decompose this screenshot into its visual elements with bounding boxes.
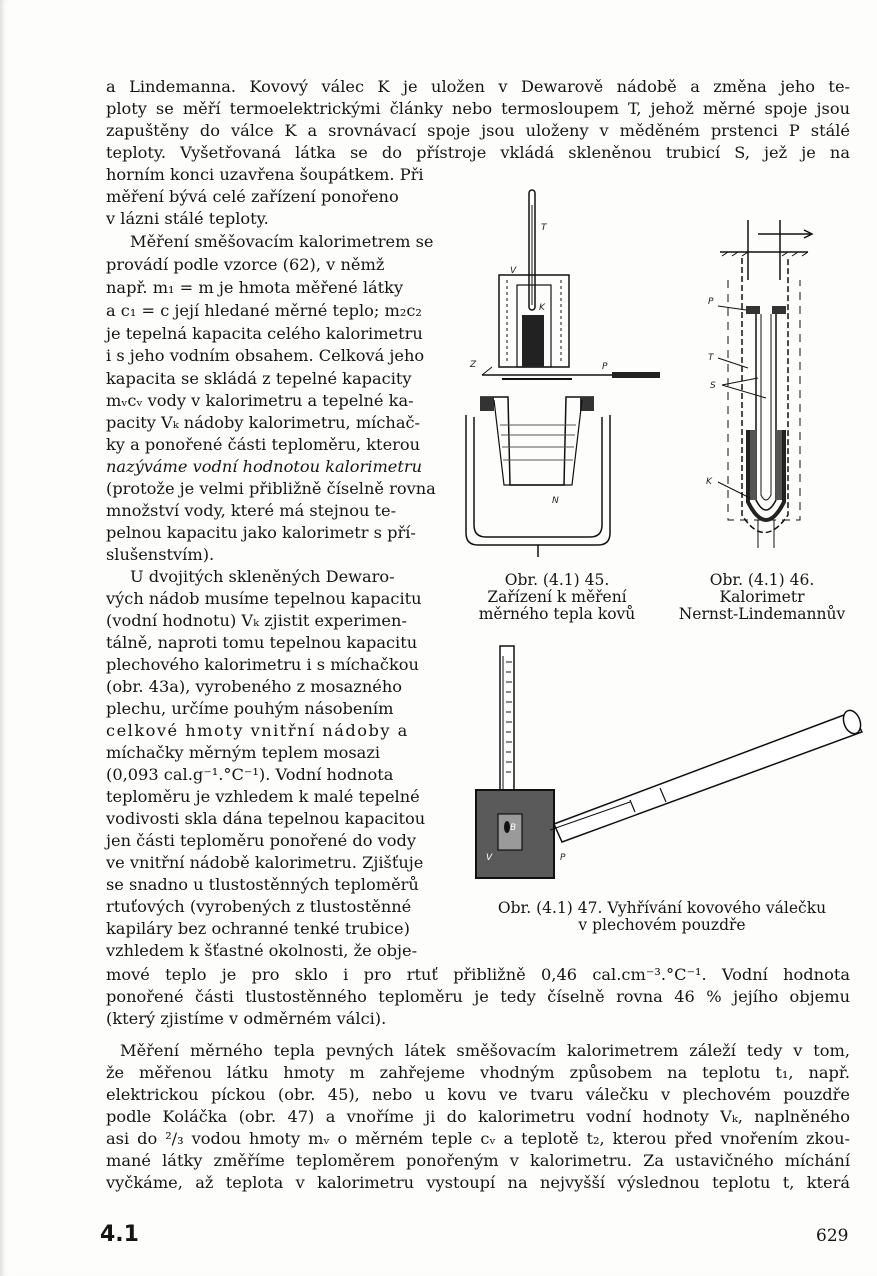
caption-line: Obr. (4.1) 45. xyxy=(504,571,610,589)
text-line: U dvojitých skleněných Dewaro- xyxy=(130,567,395,586)
text-line: ponořené části tlustostěnného teploměru je tedy číselně rovna 46 % jejího objemu xyxy=(106,987,850,1006)
text-line: vzhledem k šťastné okolnosti, že obje- xyxy=(106,941,418,960)
text-line: teploměru je vzhledem k malé tepelné xyxy=(106,787,420,806)
fig47-label: P xyxy=(560,853,566,863)
text-line: (protože je velmi přibližně číselně rovna xyxy=(106,479,436,498)
text-line: pacity Vₖ nádoby kalorimetru, míchač- xyxy=(106,413,421,432)
text-line: měření bývá celé zařízení ponořeno xyxy=(106,187,399,206)
text-line: pelnou kapacitu jako kalorimetr s pří- xyxy=(106,523,416,542)
caption-line: měrného tepla kovů xyxy=(478,605,636,623)
caption-line: Zařízení k měření xyxy=(487,588,627,606)
text-line: teploty. Vyšetřovaná látka se do přístroje vkládá skleněnou trubicí S, jež je na xyxy=(106,143,850,162)
text-line: zapuštěny do válce K a srovnávací spoje jsou uloženy v měděném prstenci P stálé xyxy=(106,121,850,140)
text-line: Měření směšovacím kalorimetrem se xyxy=(130,232,434,251)
section-number: 4.1 xyxy=(100,1222,139,1247)
figure-45 xyxy=(462,185,682,565)
text-line: v lázni stálé teploty. xyxy=(106,209,269,228)
fig47-label: V xyxy=(486,853,493,863)
text-line: (který zjistíme v odměrném válci). xyxy=(106,1009,387,1028)
text-line: je tepelná kapacita celého kalorimetru xyxy=(106,324,423,343)
text-line: nazýváme vodní hodnotou kalorimetru xyxy=(106,457,423,476)
page-number: 629 xyxy=(816,1226,849,1246)
text-line: horním konci uzavřena šoupátkem. Při xyxy=(106,165,424,184)
text-line: slušenstvím). xyxy=(106,545,215,564)
text-line: mᵥcᵥ vody v kalorimetru a tepelné ka- xyxy=(106,391,414,410)
text-line: mové teplo je pro sklo i pro rtuť přibližně 0,46 cal.cm⁻³.°C⁻¹. Vodní hodnota xyxy=(106,965,850,984)
caption-line: Kalorimetr xyxy=(719,588,805,606)
fig45-label: K xyxy=(539,303,545,313)
text-line: rtuťových (vyrobených z tlustostěnné xyxy=(106,897,412,916)
caption-line: Obr. (4.1) 46. xyxy=(709,571,815,589)
text-line: vodivosti skla dána tepelnou kapacitou xyxy=(106,809,426,828)
text-line: míchačky měrným teplem mosazi xyxy=(106,743,381,762)
figure-47-caption xyxy=(462,900,862,934)
figure-47 xyxy=(470,642,870,892)
text-line: že měřenou látku hmoty m zahřejeme vhodným způsobem na teplotu t₁, např. xyxy=(106,1063,850,1082)
text-line: celkové hmoty vnitřní nádoby a xyxy=(106,721,409,740)
text-line: jen části teploměru ponořené do vody xyxy=(106,831,417,850)
text-line: ploty se měří termoelektrickými články nebo termosloupem T, jehož měrné spoje jsou xyxy=(106,99,850,118)
text-line: vých nádob musíme tepelnou kapacitu xyxy=(106,589,422,608)
figure-46 xyxy=(700,220,820,550)
figure-47-drawing xyxy=(470,642,870,892)
text-line: kapacita se skládá z tepelné kapacity xyxy=(106,369,412,388)
figure-46-caption xyxy=(662,572,862,623)
text-line: plechového kalorimetru i s míchačkou xyxy=(106,655,419,674)
text-line: a c₁ = c její hledané měrné teplo; m₂c₂ xyxy=(106,301,422,320)
text-line: (obr. 43a), vyrobeného z mosazného xyxy=(106,677,402,696)
fig47-label: B xyxy=(510,823,517,833)
text-line: mané látky změříme teploměrem ponořeným v kalorimetru. Za ustavičného míchání xyxy=(106,1151,850,1170)
fig46-label: S xyxy=(710,381,716,391)
text-line: (0,093 cal.g⁻¹.°C⁻¹). Vodní hodnota xyxy=(106,765,394,784)
text-line: Měření měrného tepla pevných látek směšovacím kalorimetrem záleží tedy v tom, xyxy=(120,1041,850,1060)
text-line: plechu, určíme pouhým násobením xyxy=(106,699,394,718)
figure-46-drawing xyxy=(700,220,820,550)
text-line: podle Koláčka (obr. 47) a vnoříme ji do kalorimetru vodní hodnoty Vₖ, naplněného xyxy=(106,1107,850,1126)
fig46-label: P xyxy=(708,297,714,307)
caption-line: Nernst-Lindemannův xyxy=(678,605,846,623)
text-line: elektrickou píckou (obr. 45), nebo u kovu ve tvaru válečku v plechovém pouzdře xyxy=(106,1085,850,1104)
fig46-label: K xyxy=(706,477,712,487)
text-line: ve vnitřní nádobě kalorimetru. Zjišťuje xyxy=(106,853,424,872)
text-line: se snadno u tlustostěnných teploměrů xyxy=(106,875,419,894)
text-line: kapiláry bez ochranné tenké trubice) xyxy=(106,919,410,938)
figure-45-caption xyxy=(472,572,642,623)
fig45-label: Z xyxy=(470,360,477,370)
caption-line: Obr. (4.1) 47. Vyhřívání kovového válečku xyxy=(497,899,827,917)
text-line: a Lindemanna. Kovový válec K je uložen v Dewarově nádobě a změna jeho te- xyxy=(106,77,850,96)
text-line: (vodní hodnotu) Vₖ zjistit experimen- xyxy=(106,611,407,630)
text-line: ky a ponořené části teploměru, kterou xyxy=(106,435,421,454)
text-line: množství vody, které má stejnou te- xyxy=(106,501,397,520)
figure-45-drawing xyxy=(462,185,682,565)
fig46-label: T xyxy=(708,353,714,363)
text-line: např. m₁ = m je hmota měřené látky xyxy=(106,278,404,297)
fig45-label: P xyxy=(602,362,608,372)
text-line: i s jeho vodním obsahem. Celková jeho xyxy=(106,346,425,365)
text-line: tálně, naproti tomu tepelnou kapacitu xyxy=(106,633,418,652)
caption-line: v plechovém pouzdře xyxy=(578,916,746,934)
fig45-label: N xyxy=(552,496,559,506)
text-line: provádí podle vzorce (62), v němž xyxy=(106,255,385,274)
fig45-label: T xyxy=(541,223,547,233)
fig45-label: V xyxy=(510,266,517,276)
text-line: vyčkáme, až teplota v kalorimetru vystoupí na nejvyšší výslednou teplotu t, která xyxy=(106,1173,850,1192)
text-line: asi do ²/₃ vodou hmoty mᵥ o měrném teple cᵥ a teplotě t₂, kterou před vnořením zkou- xyxy=(106,1129,850,1148)
